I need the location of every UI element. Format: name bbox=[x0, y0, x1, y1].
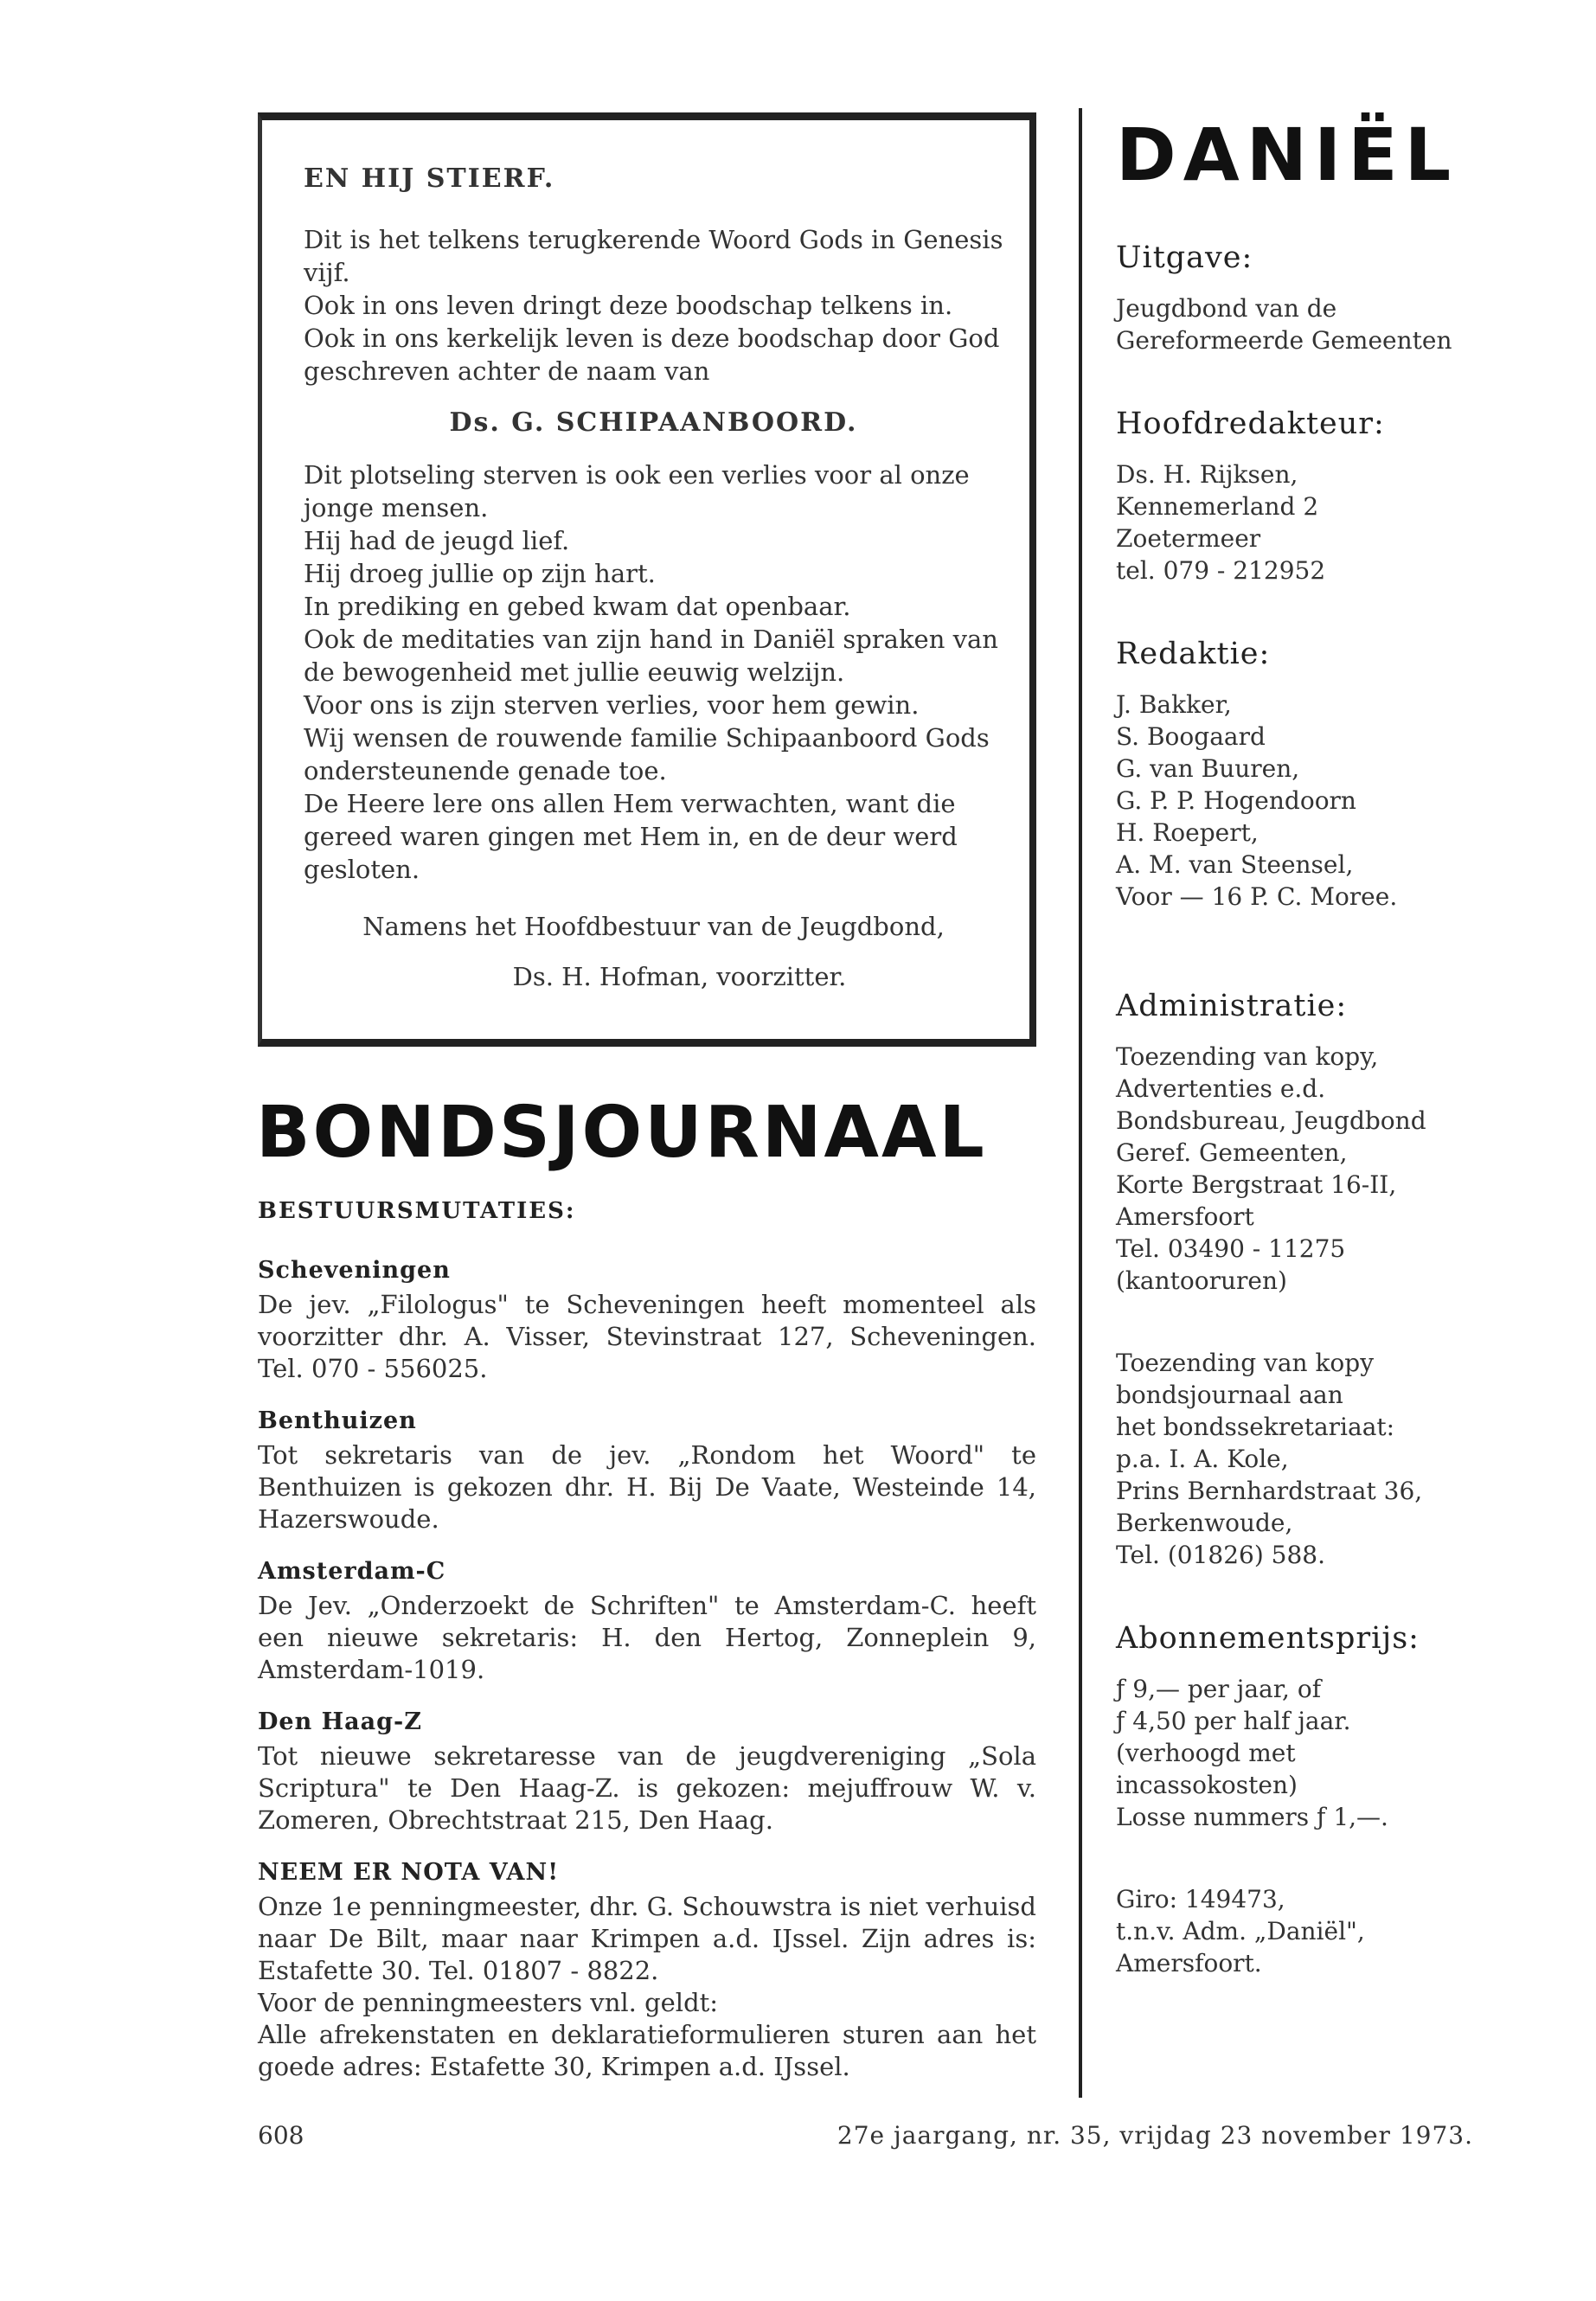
masthead-title: DANIËL bbox=[1116, 112, 1458, 197]
item-place: Benthuizen bbox=[258, 1407, 417, 1434]
admin-line: Amersfoort bbox=[1116, 1202, 1254, 1231]
kopy-line: Tel. (01826) 588. bbox=[1116, 1541, 1325, 1569]
kopy-line: bondsjournaal aan bbox=[1116, 1381, 1343, 1409]
column-divider bbox=[1079, 108, 1082, 2098]
abonnementsprijs-label: Abonnementsprijs: bbox=[1116, 1621, 1420, 1656]
obituary-name: Ds. G. SCHIPAANBOORD. bbox=[449, 407, 858, 438]
uitgave-text: Jeugdbond van de Gereformeerde Gemeenten bbox=[1116, 294, 1452, 355]
redaktie-member: H. Roepert, bbox=[1116, 818, 1259, 847]
obituary-paragraph: Hij had de jeugd lief. bbox=[304, 526, 570, 555]
admin-line: Advertenties e.d. bbox=[1116, 1074, 1326, 1103]
obituary-title: EN HIJ STIERF. bbox=[304, 163, 555, 194]
redaktie-member: J. Bakker, bbox=[1116, 690, 1232, 719]
admin-line: Bondsbureau, Jeugdbond bbox=[1116, 1106, 1426, 1135]
colophon bbox=[1116, 112, 1479, 2029]
hoofdredakteur-line: Ds. H. Rijksen, bbox=[1116, 460, 1298, 489]
admin-line: (kantooruren) bbox=[1116, 1266, 1287, 1295]
redaktie-member: G. P. P. Hogendoorn bbox=[1116, 786, 1356, 815]
admin-line: Toezending van kopy, bbox=[1116, 1042, 1379, 1071]
item-text: De Jev. „Onderzoekt de Schriften" te Amsterdam-C. heeft een nieuwe sekretaris: H. den Hertog, Zonneplein 9, Amsterdam-1019. bbox=[258, 1591, 1036, 1684]
obituary-signature-line: Namens het Hoofdbestuur van de Jeugdbond, bbox=[362, 912, 945, 941]
item-place: Amsterdam-C bbox=[258, 1558, 446, 1585]
obituary-paragraph: Wij wensen de rouwende familie Schipaanboord Gods ondersteunende genade toe. bbox=[304, 723, 990, 785]
nota-text: Voor de penningmeesters vnl. geldt: bbox=[258, 1988, 719, 2017]
item-text: Tot sekretaris van de jev. „Rondom het Woord" te Benthuizen is gekozen dhr. H. Bij De Vaate, Westeinde 14, Hazerswoude. bbox=[258, 1440, 1036, 1534]
administratie-text bbox=[1116, 1041, 1479, 1297]
obituary-paragraph: Dit plotseling sterven is ook een verlies voor al onze jonge mensen. bbox=[304, 460, 970, 522]
admin-line: Tel. 03490 - 11275 bbox=[1116, 1234, 1346, 1263]
hoofdredakteur-line: Zoetermeer bbox=[1116, 524, 1261, 553]
abon-line: ƒ 9,— per jaar, of bbox=[1116, 1675, 1322, 1703]
item-place: Scheveningen bbox=[258, 1257, 451, 1284]
abon-line: incassokosten) bbox=[1116, 1771, 1298, 1799]
obituary-paragraph: Ook de meditaties van zijn hand in Daniël spraken van de bewogenheid met jullie eeuwig welzijn. bbox=[304, 625, 998, 687]
giro-text bbox=[1116, 1883, 1479, 1979]
bondsjournaal-body bbox=[258, 1198, 1036, 2083]
hoofdredakteur-text bbox=[1116, 458, 1479, 586]
hoofdredakteur-line: tel. 079 - 212952 bbox=[1116, 556, 1326, 585]
issue-info: 27e jaargang, nr. 35, vrijdag 23 november 1973. bbox=[836, 2121, 1473, 2150]
giro-line: Amersfoort. bbox=[1116, 1949, 1262, 1977]
nota-text: Alle afrekenstaten en deklaratieformulieren sturen aan het goede adres: Estafette 30, Krimpen a.d. IJssel. bbox=[258, 2020, 1036, 2081]
obituary-paragraph: In prediking en gebed kwam dat openbaar. bbox=[304, 592, 851, 621]
kopy-line: Berkenwoude, bbox=[1116, 1509, 1293, 1537]
kopy-text bbox=[1116, 1347, 1479, 1571]
giro-line: Giro: 149473, bbox=[1116, 1885, 1285, 1913]
hoofdredakteur-line: Kennemerland 2 bbox=[1116, 492, 1319, 521]
redaktie-member: Voor — 16 P. C. Moree. bbox=[1116, 882, 1398, 911]
redaktie-member: A. M. van Steensel, bbox=[1116, 850, 1354, 879]
kopy-line: Prins Bernhardstraat 36, bbox=[1116, 1477, 1423, 1505]
obituary-paragraph: Dit is het telkens terugkerende Woord Gods in Genesis vijf. bbox=[304, 225, 1003, 287]
abon-line: (verhoogd met bbox=[1116, 1739, 1296, 1767]
redaktie-label: Redaktie: bbox=[1116, 637, 1271, 671]
redaktie-list bbox=[1116, 689, 1479, 913]
admin-line: Korte Bergstraat 16-II, bbox=[1116, 1170, 1397, 1199]
item-text: Tot nieuwe sekretaresse van de jeugdvereniging „Sola Scriptura" te Den Haag-Z. is gekozen: mejuffrouw W. v. Zomeren, Obrechtstraat 215, Den Haag. bbox=[258, 1741, 1036, 1835]
kopy-line: het bondssekretariaat: bbox=[1116, 1413, 1395, 1441]
obituary-signature-name: Ds. H. Hofman, voorzitter. bbox=[512, 962, 847, 991]
kopy-line: p.a. I. A. Kole, bbox=[1116, 1445, 1289, 1473]
uitgave-label: Uitgave: bbox=[1116, 240, 1253, 275]
nota-text: Onze 1e penningmeester, dhr. G. Schouwstra is niet verhuisd naar De Bilt, maar naar Krimpen a.d. IJssel. Zijn adres is: Estafette 30. Tel. 01807 - 8822. bbox=[258, 1892, 1036, 1985]
page-number: 608 bbox=[258, 2121, 304, 2150]
abon-line: ƒ 4,50 per half jaar. bbox=[1116, 1707, 1351, 1735]
abonnementsprijs-text bbox=[1116, 1673, 1479, 1833]
hoofdredakteur-label: Hoofdredakteur: bbox=[1116, 407, 1385, 441]
redaktie-member: G. van Buuren, bbox=[1116, 754, 1300, 783]
nota-heading: NEEM ER NOTA VAN! bbox=[258, 1859, 560, 1886]
section-heading: BESTUURSMUTATIES: bbox=[258, 1198, 576, 1224]
obituary-paragraph: Voor ons is zijn sterven verlies, voor hem gewin. bbox=[304, 690, 920, 720]
giro-line: t.n.v. Adm. „Daniël", bbox=[1116, 1917, 1365, 1945]
bondsjournaal-title: BONDSJOURNAAL bbox=[256, 1092, 987, 1174]
item-place: Den Haag-Z bbox=[258, 1708, 422, 1735]
obituary-paragraph: Ook in ons leven dringt deze boodschap telkens in. Ook in ons kerkelijk leven is deze boodschap door God geschreven achter de naam van bbox=[304, 291, 1000, 386]
obituary-paragraph: Hij droeg jullie op zijn hart. bbox=[304, 559, 656, 588]
kopy-line: Toezending van kopy bbox=[1116, 1349, 1375, 1377]
admin-line: Geref. Gemeenten, bbox=[1116, 1138, 1348, 1167]
obituary-paragraph: De Heere lere ons allen Hem verwachten, want die gereed waren gingen met Hem in, en de deur werd gesloten. bbox=[304, 789, 958, 884]
abon-line: Losse nummers ƒ 1,—. bbox=[1116, 1803, 1388, 1831]
obituary-box bbox=[258, 112, 1036, 1047]
redaktie-member: S. Boogaard bbox=[1116, 722, 1266, 751]
administratie-label: Administratie: bbox=[1116, 989, 1348, 1023]
item-text: De jev. „Filologus" te Scheveningen heeft momenteel als voorzitter dhr. A. Visser, Stevinstraat 127, Scheveningen. Tel. 070 - 556025. bbox=[258, 1290, 1036, 1383]
